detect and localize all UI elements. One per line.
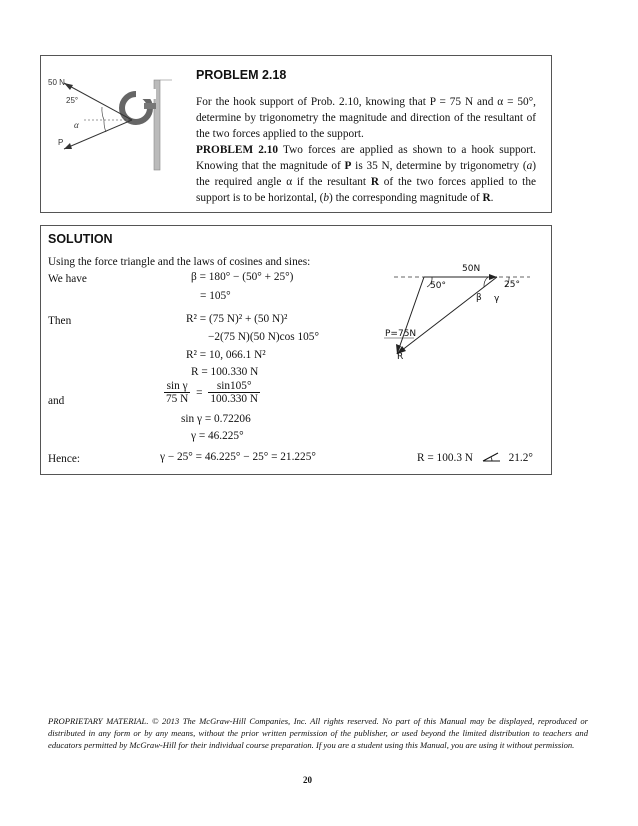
- eq-beta-1: β = 180° − (50° + 25°): [191, 271, 294, 283]
- eq-r2-2: −2(75 N)(50 N)cos 105°: [208, 331, 319, 343]
- sketch-label-r: R: [397, 352, 404, 362]
- result-angle: 21.2°: [508, 452, 533, 464]
- fraction-left: $\frac{\text{sin γ}}{75 N}$: [166, 380, 189, 405]
- eq-hence: γ − 25° = 46.225° − 25° = 21.225°: [160, 451, 316, 463]
- figure-label-alpha: α: [74, 120, 79, 130]
- problem-text: For the hook support of Prob. 2.10, knowing that P = 75 N and α = 50°, determine by trigonometry the magnitude and direction of the resultant of the two forces applied to the support.: [196, 96, 536, 140]
- eq-r2-1: R² = (75 N)² + (50 N)²: [186, 313, 288, 325]
- solution-title: SOLUTION: [48, 232, 113, 246]
- figure-label-50n: 50 N: [48, 78, 65, 87]
- result: [417, 451, 533, 464]
- hook-figure: [44, 75, 174, 175]
- eq-gamma: γ = 46.225°: [191, 430, 244, 442]
- figure-label-25deg: 25°: [66, 96, 79, 105]
- figure-label-p: P: [58, 138, 64, 147]
- label-and: and: [48, 395, 65, 407]
- angle-symbol-icon: [482, 451, 502, 462]
- reference-title: PROBLEM 2.10: [196, 144, 279, 156]
- sketch-label-p: P=75N: [385, 329, 417, 339]
- eq-beta-2: = 105°: [200, 290, 231, 302]
- eq-sine-law: $\frac{\text{sin γ}}{75 N}$ = $\frac{\sin 105^\circ}{100.330 N}$: [166, 380, 259, 405]
- result-magnitude: R = 100.3 N: [417, 452, 473, 464]
- sketch-label-25deg: 25°: [504, 280, 520, 290]
- fraction-right: $\frac{\sin 105^\circ}{100.330 N}$: [210, 380, 259, 405]
- sketch-label-50deg: 50°: [430, 281, 446, 291]
- copyright-footer: PROPRIETARY MATERIAL. © 2013 The McGraw-Hill Companies, Inc. All rights reserved. No part of this Manual may be displayed, reproduced or distributed in any form or by any means, without the prior written permission of the publisher, or used beyond the limited distribution to teachers and educators permitted by McGraw-Hill for their individual course preparation. If you are a student using this Manual, you are using it without permission.: [48, 716, 588, 750]
- label-we-have: We have: [48, 273, 87, 285]
- label-then: Then: [48, 315, 72, 327]
- reference-problem: PROBLEM 2.10 Two forces are applied as shown to a hook support. Knowing that the magnitude of P is 35 N, determine by trigonometry (a) the required angle α if the resultant R of the two forces applied to the support is to be horizontal, (b) the corresponding magnitude of R.: [196, 144, 537, 204]
- solution-intro: Using the force triangle and the laws of cosines and sines:: [48, 256, 311, 268]
- label-hence: Hence:: [48, 453, 80, 465]
- sketch-label-gamma: γ: [494, 294, 500, 304]
- eq-sin-gamma: sin γ = 0.72206: [181, 413, 251, 425]
- eq-r2-3: R² = 10, 066.1 N²: [186, 349, 266, 361]
- sketch-label-beta: β: [476, 293, 482, 303]
- problem-title: PROBLEM 2.18: [196, 68, 287, 82]
- page-number: 20: [303, 775, 312, 785]
- eq-r-value: R = 100.330 N: [191, 366, 259, 378]
- sketch-label-50n: 50N: [462, 264, 481, 274]
